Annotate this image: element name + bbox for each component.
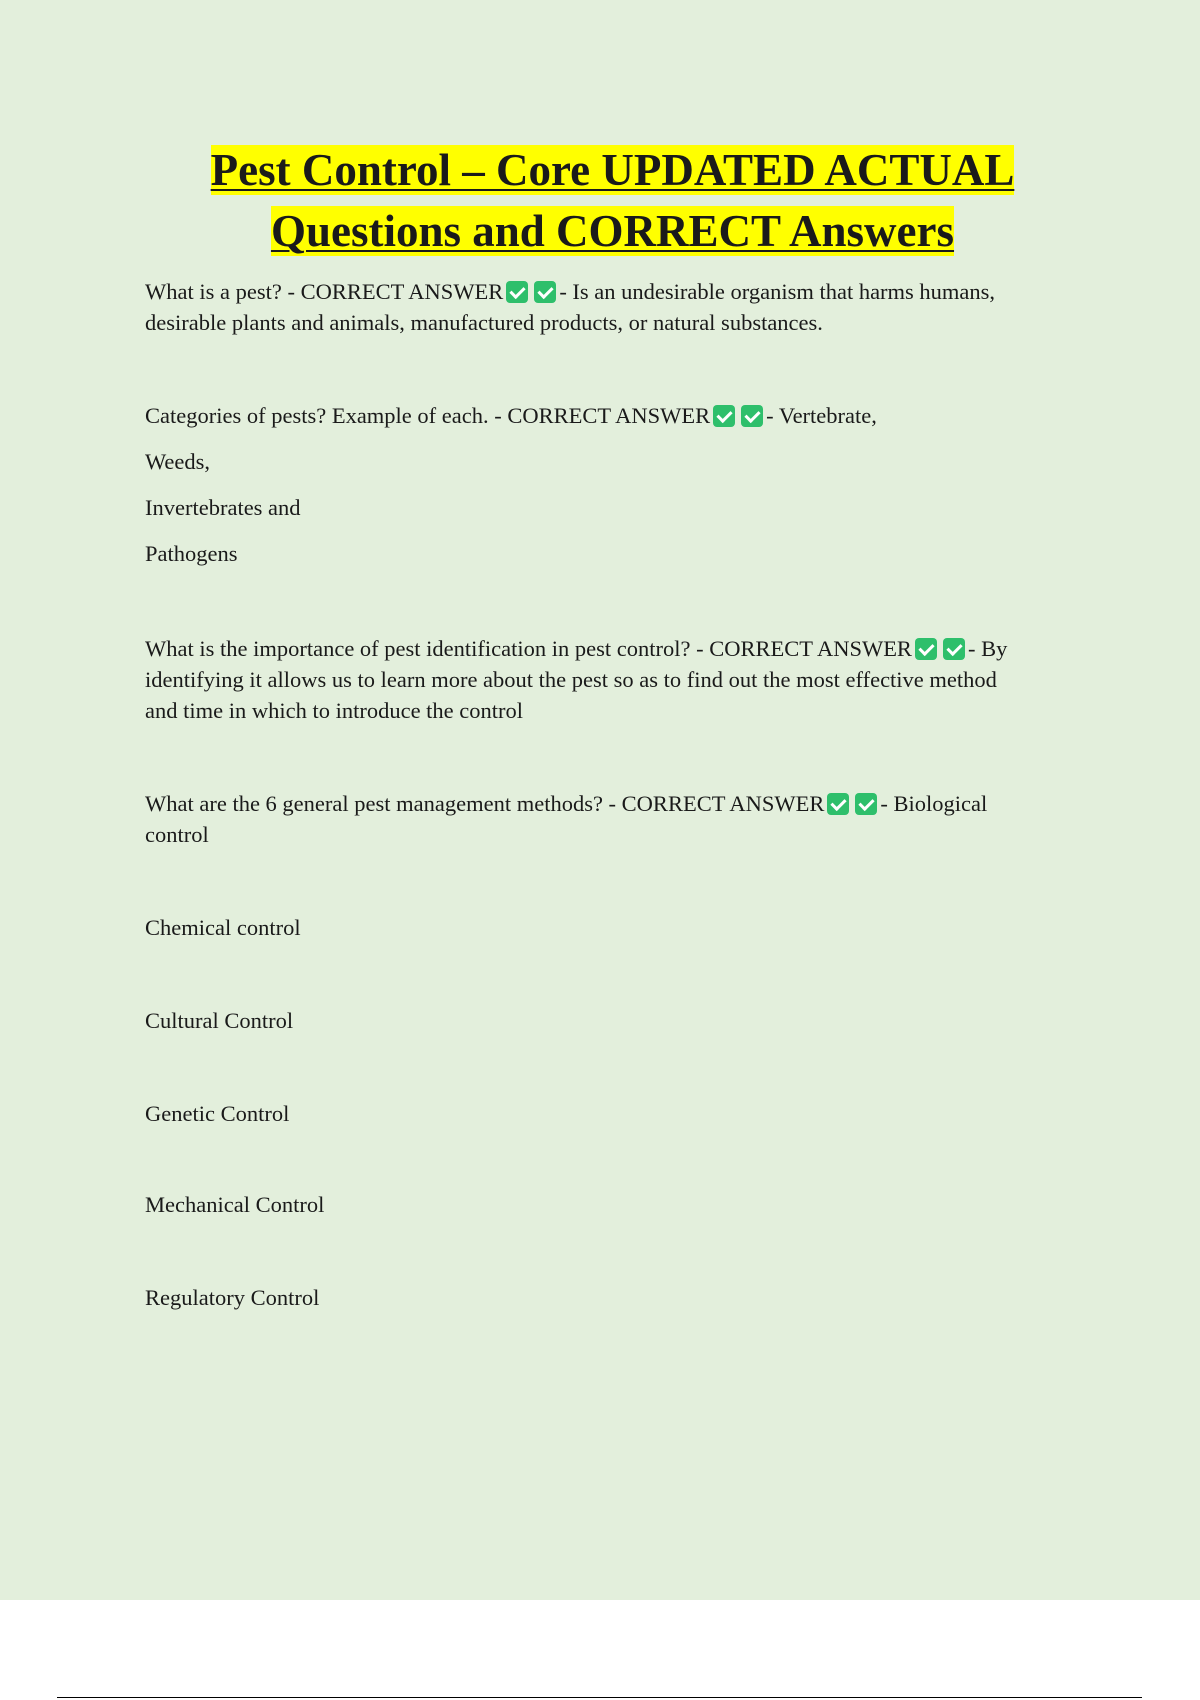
answer-text: - Biological <box>880 791 988 816</box>
answer-item: Mechanical Control <box>145 1192 325 1217</box>
answer-item: Regulatory Control <box>145 1285 320 1310</box>
qa-item <box>145 276 1080 338</box>
qa-item <box>145 788 1080 1313</box>
answer-item: Pathogens <box>145 541 238 566</box>
answer-item: Chemical control <box>145 915 301 940</box>
question-text: What is a pest? - CORRECT ANSWER <box>145 279 504 304</box>
question-text: Categories of pests? Example of each. - CORRECT ANSWER <box>145 403 711 428</box>
qa-question-line <box>145 633 1080 664</box>
check-box-icon <box>506 281 528 303</box>
qa-item <box>145 633 1080 726</box>
qa-question-line <box>145 400 1080 431</box>
document-title <box>145 140 1080 262</box>
answer-continuation: identifying it allows us to learn more about the pest so as to find out the most effective method <box>145 667 997 692</box>
qa-question-line <box>145 788 1080 819</box>
check-box-icon <box>713 405 735 427</box>
check-box-icon <box>534 281 556 303</box>
answer-text: - Vertebrate, <box>766 403 877 428</box>
qa-question-line <box>145 276 1080 307</box>
check-box-icon <box>943 638 965 660</box>
qa-item <box>145 400 1080 569</box>
check-box-icon <box>855 793 877 815</box>
document-content <box>145 140 1080 1313</box>
footer-divider <box>57 1697 1142 1698</box>
check-box-icon <box>827 793 849 815</box>
answer-text: - Is an undesirable organism that harms humans, <box>559 279 996 304</box>
answer-text: - By <box>967 636 1008 661</box>
answer-item: Weeds, <box>145 449 211 474</box>
question-text: What is the importance of pest identification in pest control? - CORRECT ANSWER <box>145 636 912 661</box>
title-line-1: Pest Control – Core UPDATED ACTUAL <box>210 145 1015 195</box>
check-box-icon <box>741 405 763 427</box>
answer-item: Cultural Control <box>145 1008 294 1033</box>
answer-continuation: desirable plants and animals, manufactured products, or natural substances. <box>145 310 823 335</box>
question-text: What are the 6 general pest management methods? - CORRECT ANSWER <box>145 791 825 816</box>
answer-item: Genetic Control <box>145 1101 290 1126</box>
answer-continuation: and time in which to introduce the control <box>145 698 524 723</box>
answer-continuation: control <box>145 822 209 847</box>
check-box-icon <box>915 638 937 660</box>
answer-item: Invertebrates and <box>145 495 301 520</box>
title-line-2: Questions and CORRECT Answers <box>270 206 955 256</box>
